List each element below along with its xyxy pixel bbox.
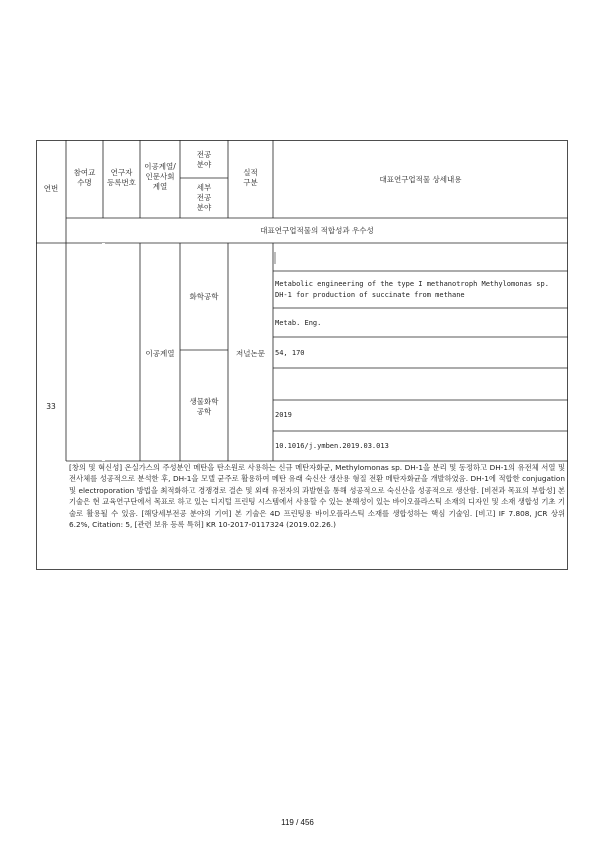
redaction-mark	[102, 243, 105, 461]
publication-year: 2019	[275, 411, 292, 419]
journal-name: Metab. Eng.	[275, 319, 322, 327]
record-sub-major: 생물화학 공학	[189, 397, 219, 416]
header-type: 실적 구분	[243, 168, 258, 187]
header-field: 이공계열/ 인문사회 계열	[144, 162, 176, 191]
fitness-row-label: 대표연구업적물의 적합성과 우수성	[260, 226, 374, 235]
header-participant: 참여교 수명	[73, 168, 96, 187]
header-detail: 대표연구업적물 상세내용	[379, 175, 462, 184]
volume-pages: 54, 170	[275, 349, 305, 357]
record-field: 이공계열	[145, 349, 175, 358]
header-major: 전공 분야	[196, 150, 212, 169]
paper-title: Metabolic engineering of the type I methanotroph Methylomonas sp. DH-1 for production of succinate from methane	[275, 280, 549, 299]
record-table	[36, 140, 568, 570]
description-text: [창의 및 혁신성] 온실가스의 주성분인 메탄을 탄소원로 사용하는 신규 메탄자화균, Methylomonas sp. DH-1을 분리 및 동정하고 DH-1의 유전체 서열 및 전사체를 성공적으로 분석한 후, DH-1을 모델 균주로 활용하여 메탄 유래 숙신산 생산용 형질 전환 메탄자화균을 개발하였음. DH-1에 적합한 conjugation 및 electroporation 방법을 최적화하고 경쟁경로 결손 및 외래 유전자의 과발현을 통해 성공적으로 숙신산을 성공적으로 생산함. [비전과 목표의 부합성] 본 기술은 현 교육연구단에서 목표로 하고 있는 디지털 프린팅 시스템에서 사용할 수 있는 분해성이 있는 바이오플라스틱 소재의 디자인 및 소재 생합성 기초 기술로 활용될 수 있음. [해당세부전공 분야의 기여] 본 기술은 4D 프린팅용 바이오플라스틱 소재를 생합성하는 핵심 기술임. [비고] IF 7.808, JCR 상위 6.2%, Citation: 5, [관련 보유 등록 특허] KR 10-2017-0117324 (2019.02.26.)	[69, 463, 565, 530]
record-major: 화학공학	[189, 292, 219, 301]
page-number: 119 / 456	[281, 818, 314, 827]
doi: 10.1016/j.ymben.2019.03.013	[275, 442, 389, 450]
header-researcher: 연구자 등록번호	[107, 168, 136, 187]
record-no: 33	[46, 402, 56, 411]
header-no: 연번	[43, 184, 59, 193]
header-sub-major: 세부 전공 분야	[196, 183, 212, 212]
record-type: 저널논문	[236, 349, 265, 358]
